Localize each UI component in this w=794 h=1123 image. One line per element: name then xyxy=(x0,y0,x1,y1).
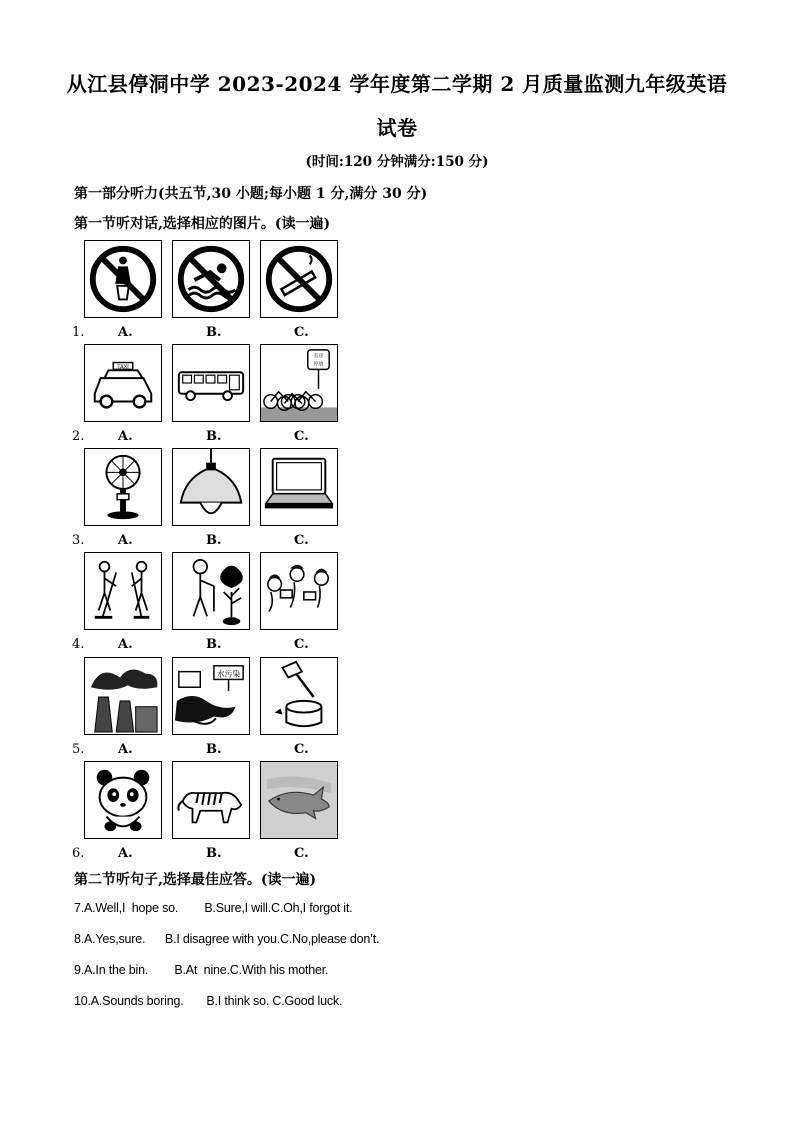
question-3 xyxy=(72,448,372,548)
option-label: B. xyxy=(206,846,222,861)
question-4 xyxy=(72,552,372,652)
question-number: 6. xyxy=(72,846,85,861)
shared-bikes-icon[interactable] xyxy=(260,344,338,422)
section1-heading: 第一节听对话,选择相应的图片。(读一遍) xyxy=(74,216,331,232)
question-5 xyxy=(72,657,372,757)
option-label: B. xyxy=(206,325,222,340)
svg-text:停放: 停放 xyxy=(313,361,324,368)
part1-heading: 第一部分听力(共五节,30 小题;每小题 1 分,满分 30 分) xyxy=(74,186,428,202)
bus-icon[interactable] xyxy=(172,344,250,422)
shark-icon[interactable] xyxy=(260,761,338,839)
option-label: B. xyxy=(206,429,222,444)
no-littering-icon[interactable] xyxy=(84,240,162,318)
no-swimming-icon[interactable] xyxy=(172,240,250,318)
option-label: C. xyxy=(294,429,309,444)
electric-fan-icon[interactable] xyxy=(84,448,162,526)
sweeping-street-icon[interactable] xyxy=(84,552,162,630)
question-6 xyxy=(72,761,372,861)
option-label: B. xyxy=(206,637,222,652)
question-number: 1. xyxy=(72,325,85,340)
lamp-icon[interactable] xyxy=(172,448,250,526)
air-pollution-icon[interactable] xyxy=(84,657,162,735)
question-7: 7.A.Well,I hope so. B.Sure,I will.C.Oh,I forgot it. xyxy=(74,901,353,915)
option-label: A. xyxy=(118,533,133,548)
water-pollution-icon[interactable] xyxy=(172,657,250,735)
option-label: C. xyxy=(294,533,309,548)
option-label: A. xyxy=(118,325,133,340)
question-8: 8.A.Yes,sure. B.I disagree with you.C.No,please don’t. xyxy=(74,932,380,946)
laptop-icon[interactable] xyxy=(260,448,338,526)
option-label: A. xyxy=(118,637,133,652)
exam-title-line1: 从江县停洞中学 2023-2024 学年度第二学期 2 月质量监测九年级英语 xyxy=(66,72,728,96)
taxi-icon[interactable] xyxy=(84,344,162,422)
exam-title-line2: 试卷 xyxy=(376,116,418,140)
question-number: 3. xyxy=(72,533,85,548)
question-number: 5. xyxy=(72,742,85,757)
question-number: 4. xyxy=(72,637,85,652)
exam-time-score: (时间:120 分钟满分:150 分) xyxy=(305,154,489,170)
children-reading-icon[interactable] xyxy=(260,552,338,630)
question-1 xyxy=(72,240,372,340)
option-label: A. xyxy=(118,742,133,757)
cutting-trees-icon[interactable] xyxy=(260,657,338,735)
question-10: 10.A.Sounds boring. B.I think so. C.Good luck. xyxy=(74,994,343,1008)
option-label: B. xyxy=(206,533,222,548)
question-2 xyxy=(72,344,372,444)
option-label: C. xyxy=(294,846,309,861)
no-smoking-icon[interactable] xyxy=(260,240,338,318)
tiger-icon[interactable] xyxy=(172,761,250,839)
option-label: C. xyxy=(294,742,309,757)
svg-text:水污染: 水污染 xyxy=(216,669,241,679)
option-label: A. xyxy=(118,429,133,444)
svg-text:TAXI: TAXI xyxy=(117,364,129,371)
option-label: B. xyxy=(206,742,222,757)
section2-heading: 第二节听句子,选择最佳应答。(读一遍) xyxy=(74,872,317,888)
question-9: 9.A.In the bin. B.At nine.C.With his mother. xyxy=(74,963,329,977)
option-label: C. xyxy=(294,637,309,652)
panda-icon[interactable] xyxy=(84,761,162,839)
option-label: C. xyxy=(294,325,309,340)
svg-text:有序: 有序 xyxy=(313,353,324,360)
planting-tree-icon[interactable] xyxy=(172,552,250,630)
option-label: A. xyxy=(118,846,133,861)
question-number: 2. xyxy=(72,429,85,444)
